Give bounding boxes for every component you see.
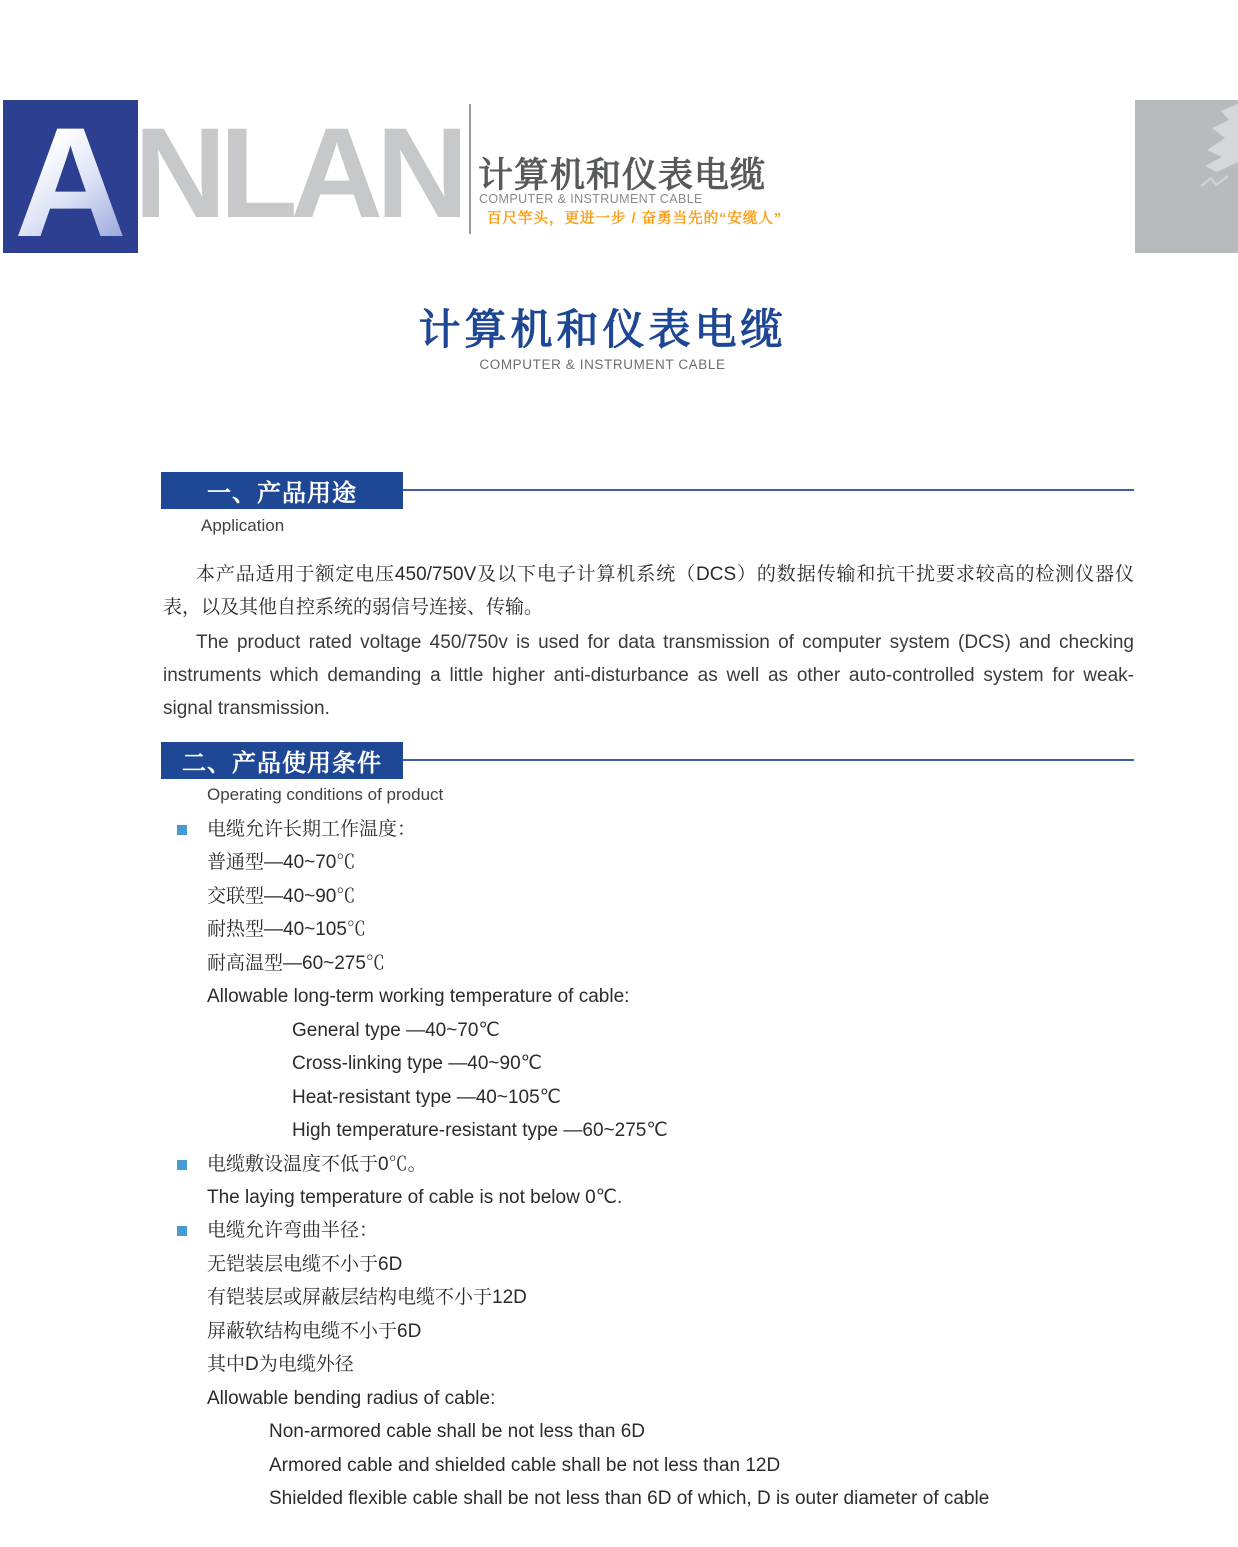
section2-subheading: Operating conditions of product [207, 785, 444, 804]
line-laying-temperature-en: The laying temperature of cable is not below 0℃. [207, 1186, 623, 1208]
header-title-cn: 计算机和仪表电缆 [478, 156, 767, 195]
section2-heading-bar: 二、产品使用条件 [161, 742, 403, 779]
line-nonarmored-en: Non-armored cable shall be not less than 6D [269, 1421, 645, 1443]
application-paragraph-en: The product rated voltage 450/750v is used for data transmission of computer system (DCS) and checking instruments which demanding a little higher anti-disturbance as well as other auto-controlled system for weak-signal transmission. [163, 632, 1134, 719]
line-text: 电缆允许长期工作温度： [207, 819, 417, 840]
line-d-definition-cn: 其中D为电缆外径 [207, 1354, 354, 1376]
line-armored-cn: 有铠装层或屏蔽层结构电缆不小于12D [207, 1287, 527, 1309]
line-heat-type-cn: 耐热型—40~105℃ [207, 919, 366, 941]
line-bending-radius-en: Allowable bending radius of cable: [207, 1387, 496, 1409]
anlan-logo-mark [3, 100, 138, 253]
logo-wordmark: NLAN [134, 102, 462, 245]
header-slogan: 百尺竿头，更进一步 / 奋勇当先的“安缆人” [487, 211, 783, 227]
square-bullet-icon [177, 1226, 187, 1236]
page-title: 计算机和仪表电缆 [418, 306, 787, 353]
square-bullet-icon [177, 825, 187, 835]
line-general-type-cn: 普通型—40~70℃ [207, 852, 356, 874]
page-subtitle: COMPUTER & INSTRUMENT CABLE [479, 357, 726, 372]
line-shielded-flexible-en: Shielded flexible cable shall be not less than 6D of which, D is outer diameter of cable [269, 1488, 990, 1510]
application-paragraph-cn: 本产品适用于额定电压450/750V及以下电子计算机系统（DCS）的数据传输和抗干扰要求较高的检测仪器仪表，以及其他自控系统的弱信号连接、传输。 [163, 564, 1134, 618]
section2-rule [403, 759, 1134, 761]
line-crosslink-type-en: Cross-linking type —40~90℃ [292, 1053, 542, 1075]
line-nonarmored-cn: 无铠装层电缆不小于6D [207, 1253, 403, 1275]
line-working-temperature-en: Allowable long-term working temperature of cable: [207, 986, 630, 1008]
section1-heading-bar: 一、产品用途 [161, 472, 403, 509]
line-general-type-en: General type —40~70℃ [292, 1019, 500, 1041]
line-text: 电缆允许弯曲半径： [207, 1220, 379, 1242]
line-shielded-flexible-cn: 屏蔽软结构电缆不小于6D [207, 1320, 422, 1342]
conditions-list [163, 813, 1163, 1516]
bullet-bending-radius [163, 1214, 1163, 1247]
line-armored-en: Armored cable and shielded cable shall be not less than 12D [269, 1454, 781, 1476]
bullet-working-temperature [163, 813, 1163, 846]
section1-subheading: Application [201, 516, 285, 535]
line-hightemp-type-cn: 耐高温型—60~275℃ [207, 952, 385, 974]
line-heat-type-en: Heat-resistant type —40~105℃ [292, 1086, 562, 1108]
bullet-laying-temperature [163, 1148, 1163, 1181]
line-crosslink-type-cn: 交联型—40~90℃ [207, 885, 356, 907]
corner-photo [1135, 100, 1238, 253]
leaf-photo-placeholder [1135, 100, 1238, 253]
header-title-en: COMPUTER & INSTRUMENT CABLE [479, 192, 703, 206]
line-text: 电缆敷设温度不低于0℃。 [207, 1153, 427, 1175]
header-divider [469, 104, 471, 234]
section1-rule [403, 489, 1134, 491]
square-bullet-icon [177, 1160, 187, 1170]
logo-letter-a: A [14, 100, 127, 253]
line-hightemp-type-en: High temperature-resistant type —60~275℃ [292, 1120, 668, 1142]
